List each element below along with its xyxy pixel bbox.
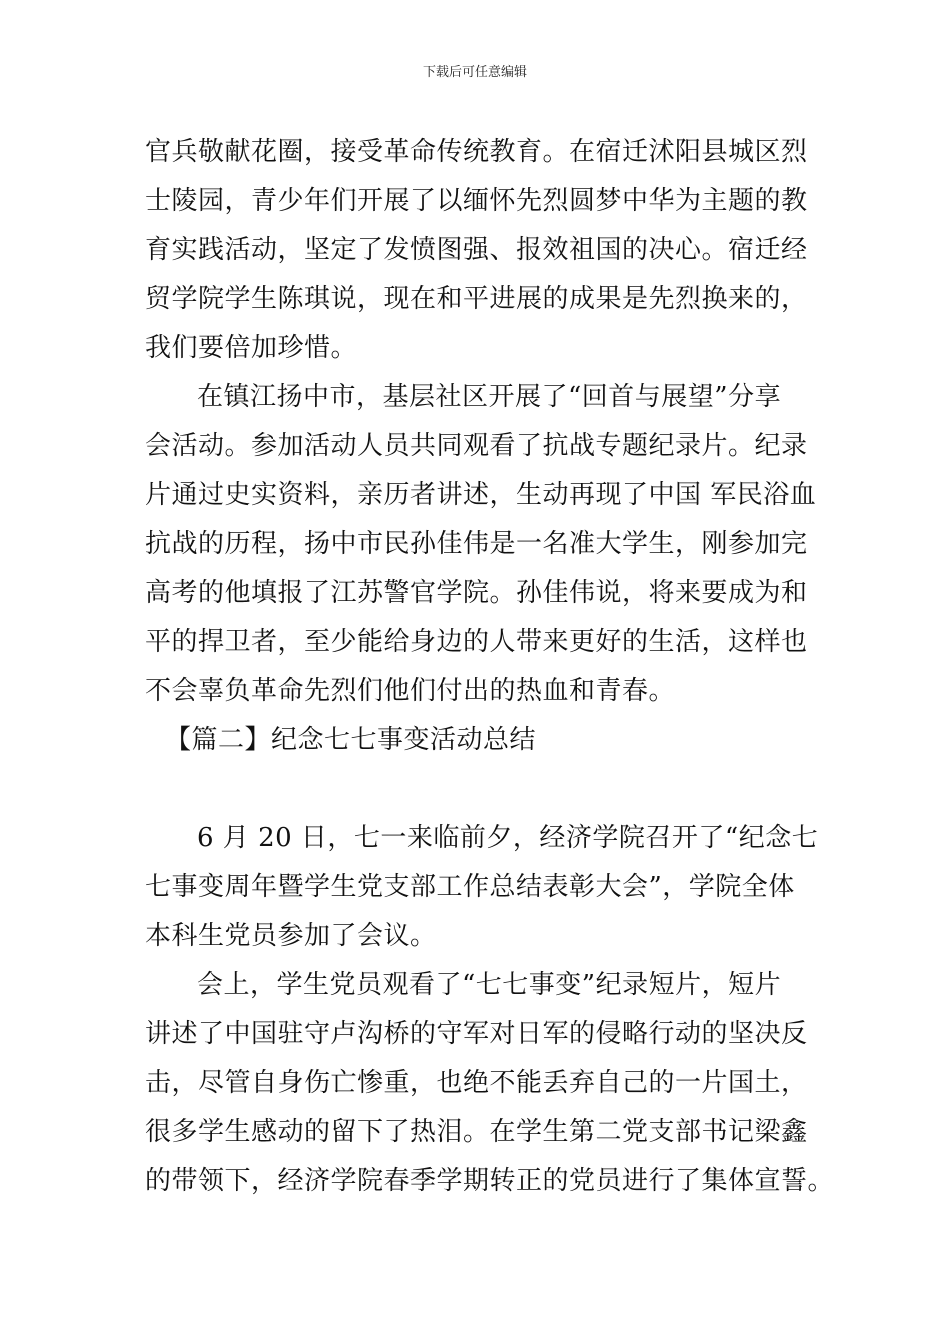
text-line: 的带领下，经济学院春季学期转正的党员进行了集体宣誓。	[145, 1166, 835, 1196]
text-line: 抗战的历程，扬中市民孙佳伟是一名准大学生，刚参加完	[145, 529, 808, 559]
text-line: 不会辜负革命先烈们他们付出的热血和青春。	[145, 676, 676, 706]
paragraph-2	[145, 373, 817, 716]
text-line: 官兵敬献花圈，接受革命传统教育。在宿迁沭阳县城区烈	[145, 137, 808, 167]
header-note: 下载后可任意编辑	[422, 65, 527, 80]
text-line: 我们要倍加珍惜。	[145, 333, 358, 363]
text-line: 会上，学生党员观看了“七七事变”纪录短片，短片	[197, 970, 782, 1000]
text-line: 讲述了中国驻守卢沟桥的守军对日军的侵略行动的坚决反	[145, 1019, 808, 1049]
text-line: 七事变周年暨学生党支部工作总结表彰大会”，学院全体	[145, 872, 795, 902]
text-line: 平的捍卫者，至少能给身边的人带来更好的生活，这样也	[145, 627, 808, 657]
text-line: 6 月 20 日，七一来临前夕，经济学院召开了“纪念七	[197, 823, 819, 853]
text-line: 片通过史实资料，亲历者讲述，生动再现了中国 军民浴血	[145, 480, 817, 510]
text-line: 士陵园，青少年们开展了以缅怀先烈圆梦中华为主题的教	[145, 186, 808, 216]
text-line: 会活动。参加活动人员共同观看了抗战专题纪录片。纪录	[145, 431, 808, 461]
section-heading: 【篇二】纪念七七事变活动总结	[165, 725, 537, 755]
document-body	[145, 128, 835, 1206]
text-line: 很多学生感动的留下了热泪。在学生第二党支部书记梁鑫	[145, 1117, 808, 1147]
text-line: 育实践活动，坚定了发愤图强、报效祖国的决心。宿迁经	[145, 235, 808, 265]
paragraph-3	[145, 814, 819, 961]
blank-line	[145, 765, 810, 814]
paragraph-1	[145, 128, 810, 373]
text-line: 在镇江扬中市，基层社区开展了“回首与展望”分享	[197, 382, 782, 412]
text-line: 贸学院学生陈琪说，现在和平进展的成果是先烈换来的，	[145, 284, 808, 314]
text-line: 高考的他填报了江苏警官学院。孙佳伟说，将来要成为和	[145, 578, 808, 608]
text-line: 击，尽管自身伤亡惨重，也绝不能丢弃自己的一片国土，	[145, 1068, 808, 1098]
text-line: 本科生党员参加了会议。	[145, 921, 437, 951]
paragraph-4	[145, 961, 835, 1206]
